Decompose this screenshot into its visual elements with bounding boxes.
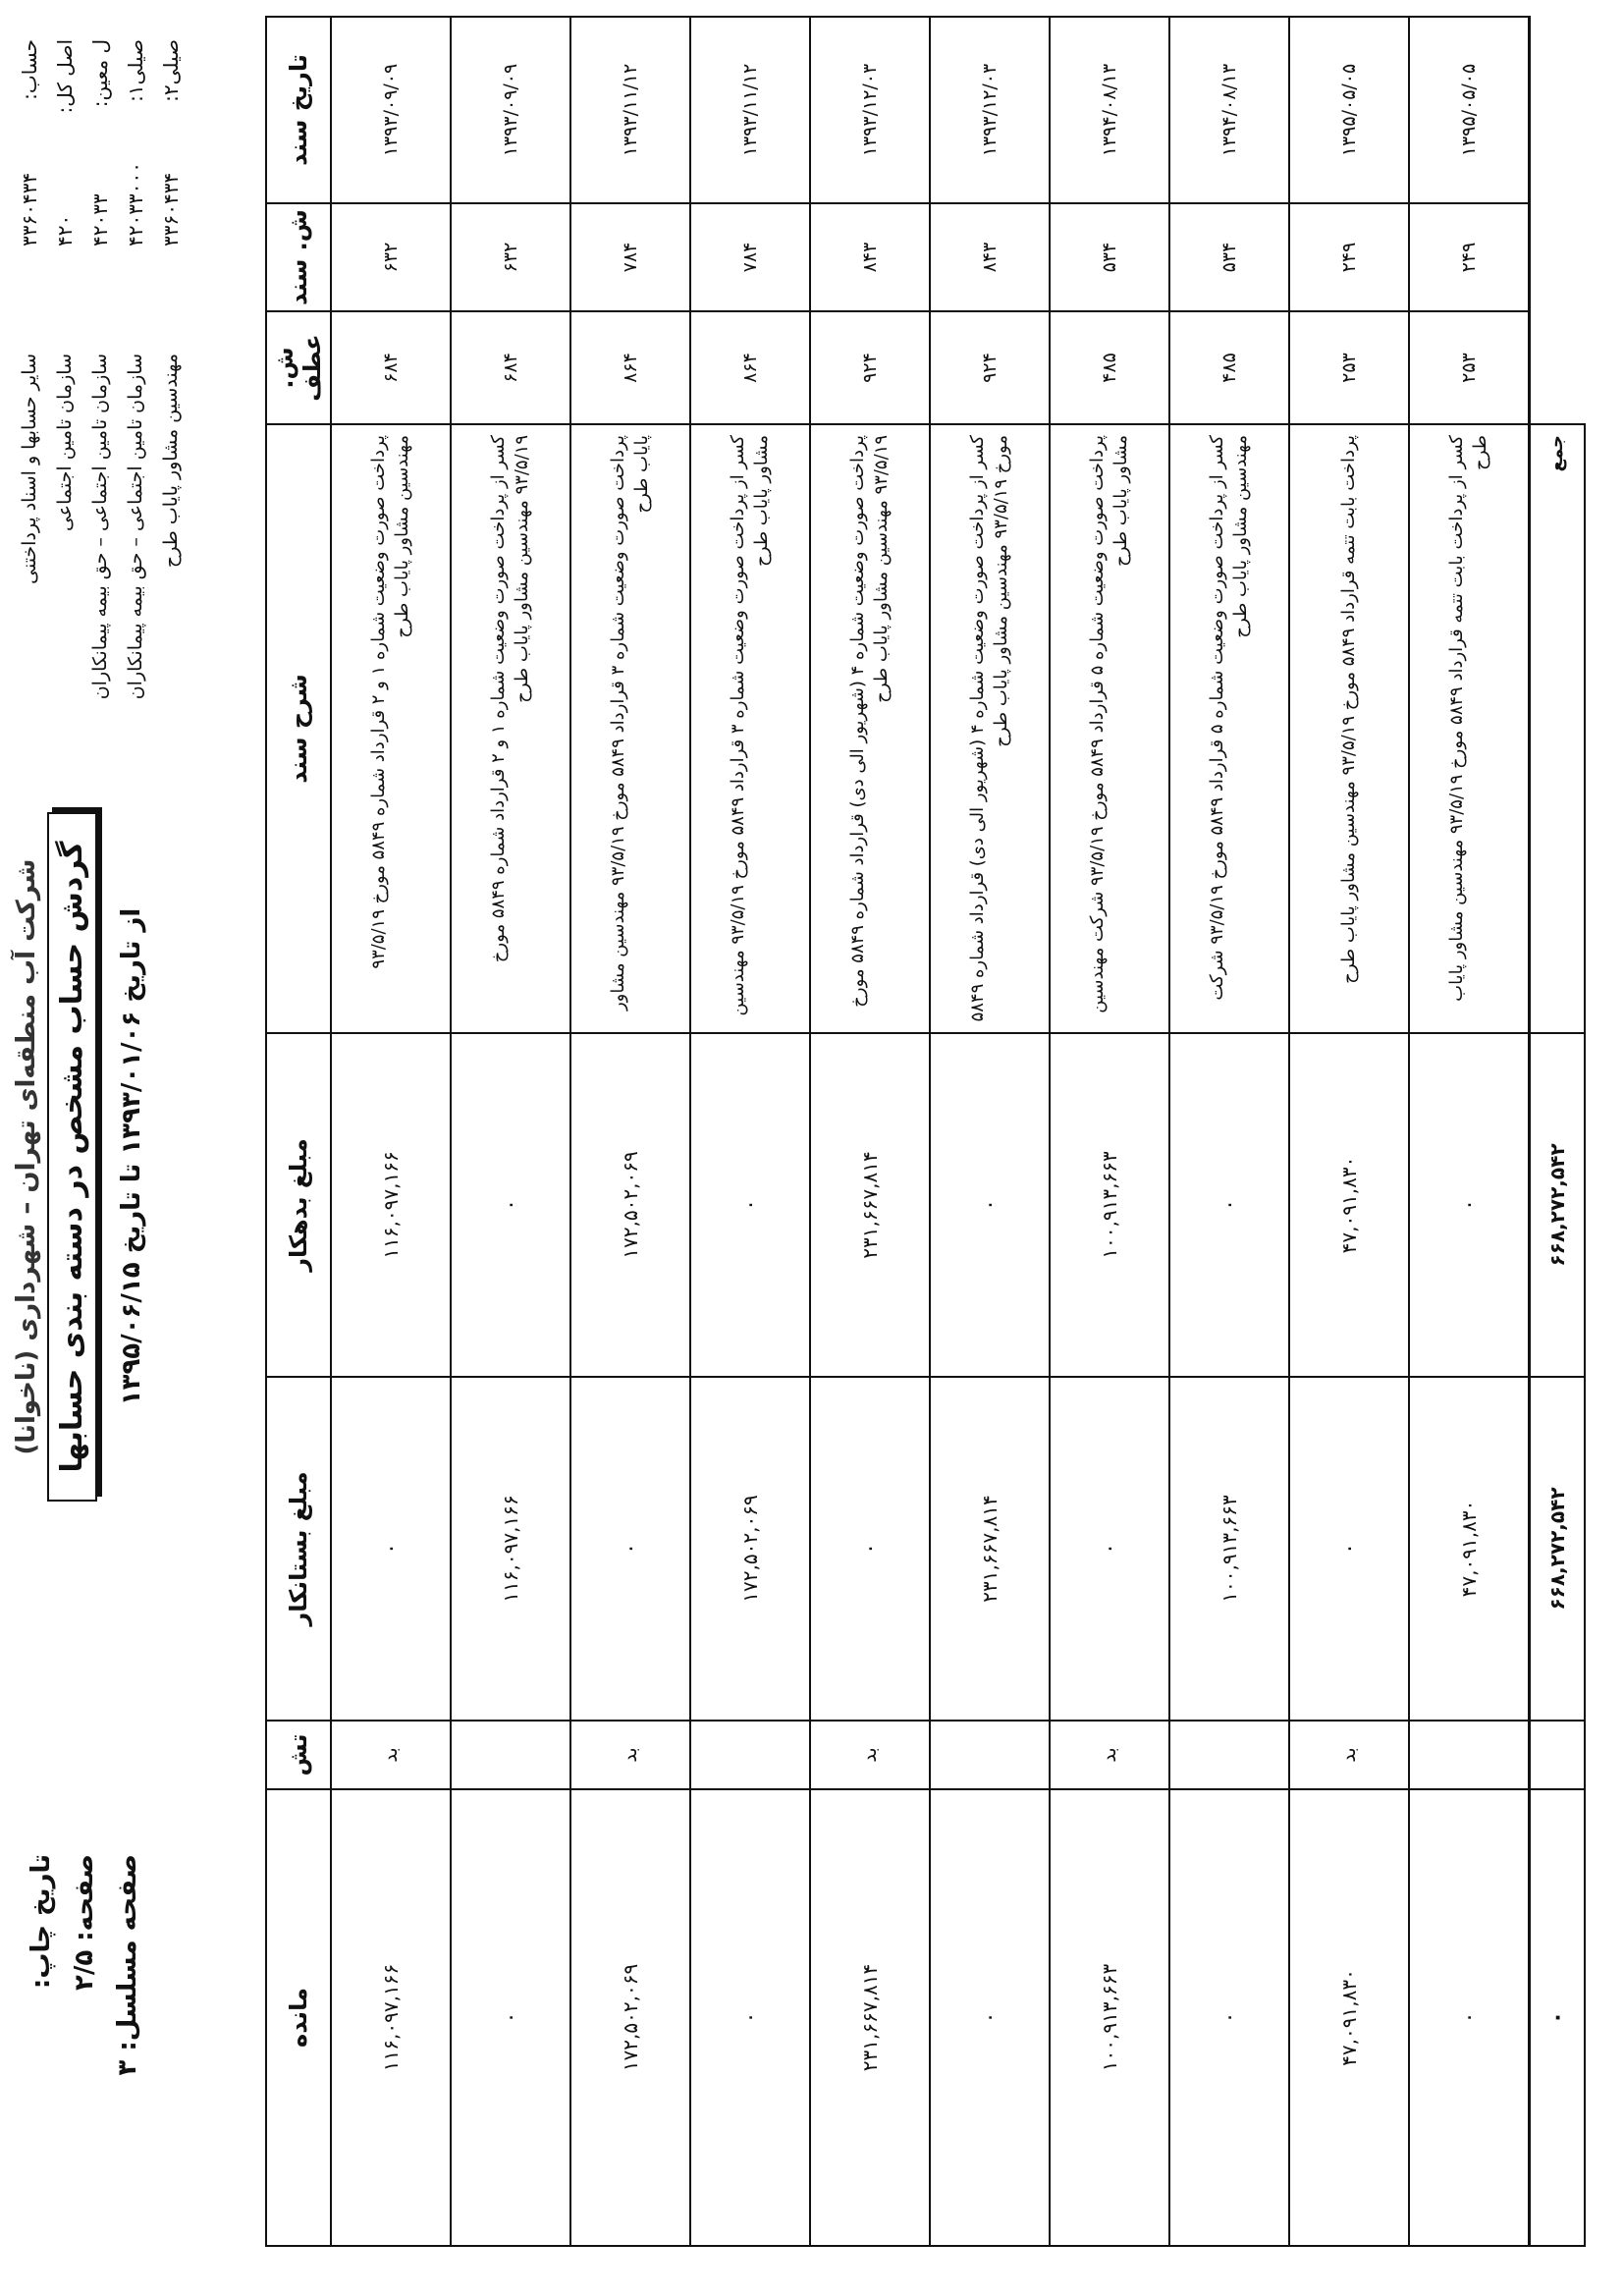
cell-debit: ۰	[690, 1033, 810, 1377]
cell-description: پرداخت صورت وضعیت شماره ۳ قرارداد ۵۸۴۹ مورخ ۹۳/۵/۱۹ مهندسین مشاور پایاب طرح	[570, 424, 690, 1033]
cell-description: پرداخت بابت تتمه قرارداد ۵۸۴۹ مورخ ۹۳/۵/۱۹ مهندسین مشاور پایاب طرح	[1289, 424, 1409, 1033]
account-code: ۴۲۰۳۳۰۰۰	[124, 162, 147, 246]
date-range: از تاریخ ۱۳۹۳/۰۱/۰۶ تا تاریخ ۱۳۹۵/۰۶/۱۵	[117, 907, 146, 1406]
cell-balance: ۰	[451, 1789, 570, 2246]
cell-date: ۱۳۹۳/۰۹/۰۹	[451, 17, 570, 203]
cell-credit: ۰	[1050, 1377, 1169, 1721]
cell-doc-no: ۶۳۲	[331, 203, 451, 311]
serial-label: صفحه مسلسل:	[113, 1854, 142, 2051]
account-labels	[12, 39, 189, 113]
totals-type	[1530, 1721, 1586, 1789]
cell-balance: ۴۷,۰۹۱,۸۳۰	[1289, 1789, 1409, 2246]
cell-type: بد	[331, 1721, 451, 1789]
cell-balance: ۰	[690, 1789, 810, 2246]
cell-date: ۱۳۹۵/۰۵/۰۵	[1289, 17, 1409, 203]
page-value: ۲/۵	[70, 1949, 99, 1992]
account-code: ۳۳۶۰۴۳۴	[18, 172, 41, 246]
account-label: صیلی۱:	[124, 39, 147, 102]
cell-doc-no: ۷۸۴	[690, 203, 810, 311]
cell-doc-no: ۸۴۳	[810, 203, 930, 311]
table-body	[331, 17, 1530, 2246]
cell-description: پرداخت صورت وضعیت شماره ۴ (شهریور الی دی) قرارداد شماره ۵۸۴۹ مورخ ۹۳/۵/۱۹ مهندسین مشاور پایاب طرح	[810, 424, 930, 1033]
cell-doc-no: ۶۳۲	[451, 203, 570, 311]
cell-debit: ۰	[1409, 1033, 1530, 1377]
col-header-doc-no: ش. سند	[266, 203, 331, 311]
totals-spacer	[1530, 311, 1586, 424]
col-header-debit: مبلغ بدهکار	[266, 1033, 331, 1377]
serial-value: ۳	[113, 2059, 142, 2076]
cell-debit: ۰	[451, 1033, 570, 1377]
totals-spacer	[1530, 203, 1586, 311]
cell-ref-no: ۲۵۳	[1289, 311, 1409, 424]
cell-description: کسر از پرداخت صورت وضعیت شماره ۳ قرارداد ۵۸۴۹ مورخ ۹۳/۵/۱۹ مهندسین مشاور پایاب طرح	[690, 424, 810, 1033]
cell-debit: ۱۰۰,۹۱۳,۶۶۳	[1050, 1033, 1169, 1377]
organization-name: شرکت آب منطقه‌ای تهران – شهرداری (ناخوانا)	[12, 858, 41, 1455]
account-name: مهندسین مشاور پایاب طرح	[160, 354, 182, 569]
cell-debit: ۱۱۶,۰۹۷,۱۶۶	[331, 1033, 451, 1377]
cell-ref-no: ۶۸۴	[331, 311, 451, 424]
cell-debit: ۰	[1169, 1033, 1289, 1377]
totals-label: جمع	[1530, 424, 1586, 1033]
page-info	[20, 1854, 149, 2267]
cell-ref-no: ۸۶۴	[570, 311, 690, 424]
cell-credit: ۰	[810, 1377, 930, 1721]
cell-ref-no: ۲۵۳	[1409, 311, 1530, 424]
table-row	[451, 17, 570, 2246]
col-header-balance: مانده	[266, 1789, 331, 2246]
cell-credit: ۰	[331, 1377, 451, 1721]
cell-doc-no: ۷۸۴	[570, 203, 690, 311]
account-label: صیلی۲:	[159, 39, 183, 102]
cell-balance: ۰	[1169, 1789, 1289, 2246]
cell-credit: ۱۱۶,۰۹۷,۱۶۶	[451, 1377, 570, 1721]
table-row	[570, 17, 690, 2246]
cell-type	[690, 1721, 810, 1789]
account-name: سایر حسابها و اسناد پرداختنی	[19, 354, 40, 584]
col-header-description: شرح سند	[266, 424, 331, 1033]
cell-description: پرداخت صورت وضعیت شماره ۵ قرارداد ۵۸۴۹ مورخ ۹۳/۵/۱۹ شرکت مهندسین مشاور پایاب طرح	[1050, 424, 1169, 1033]
table-row	[1050, 17, 1169, 2246]
cell-ref-no: ۶۸۴	[451, 311, 570, 424]
cell-date: ۱۳۹۳/۰۹/۰۹	[331, 17, 451, 203]
account-codes	[12, 162, 189, 246]
account-label: ل معین:	[88, 39, 112, 108]
table-row	[1169, 17, 1289, 2246]
cell-doc-no: ۸۴۳	[930, 203, 1050, 311]
table-row	[930, 17, 1050, 2246]
totals-spacer	[1530, 17, 1586, 203]
account-label: اصل کل:	[53, 39, 77, 114]
cell-description: پرداخت صورت وضعیت شماره ۱ و ۲ قرارداد شماره ۵۸۴۹ مورخ ۹۳/۵/۱۹ مهندسین مشاور پایاب طرح	[331, 424, 451, 1033]
ledger-table	[265, 16, 1586, 2247]
cell-credit: ۰	[570, 1377, 690, 1721]
table-header-row	[266, 17, 331, 2246]
cell-type: بد	[810, 1721, 930, 1789]
cell-credit: ۱۷۲,۵۰۲,۰۶۹	[690, 1377, 810, 1721]
account-name: سازمان تامین اجتماعی – حق بیمه پیمانکاران	[125, 354, 146, 700]
cell-credit: ۱۰۰,۹۱۳,۶۶۳	[1169, 1377, 1289, 1721]
report-title: گردش حساب مشخص در دسته بندی حسابها	[47, 812, 97, 1503]
col-header-credit: مبلغ بستانکار	[266, 1377, 331, 1721]
cell-balance: ۰	[930, 1789, 1050, 2246]
cell-ref-no: ۴۸۵	[1050, 311, 1169, 424]
account-code: ۴۲۰۳۳	[88, 193, 112, 246]
cell-date: ۱۳۹۴/۰۸/۱۳	[1050, 17, 1169, 203]
account-code: ۴۲۰	[53, 214, 77, 246]
table-row	[331, 17, 451, 2246]
table-row	[1409, 17, 1530, 2246]
cell-date: ۱۳۹۴/۰۸/۱۳	[1169, 17, 1289, 203]
cell-debit: ۰	[930, 1033, 1050, 1377]
cell-date: ۱۳۹۳/۱۲/۰۳	[930, 17, 1050, 203]
totals-balance: ۰	[1530, 1789, 1586, 2246]
cell-doc-no: ۲۴۹	[1409, 203, 1530, 311]
cell-debit: ۱۷۲,۵۰۲,۰۶۹	[570, 1033, 690, 1377]
col-header-date: تاریخ سند	[266, 17, 331, 203]
cell-type: بد	[1289, 1721, 1409, 1789]
cell-type	[1409, 1721, 1530, 1789]
account-name: سازمان تامین اجتماعی – حق بیمه پیمانکاران	[89, 354, 111, 700]
table-row	[1289, 17, 1409, 2246]
cell-doc-no: ۲۴۹	[1289, 203, 1409, 311]
totals-row	[1530, 17, 1586, 2246]
cell-credit: ۲۳۱,۶۶۷,۸۱۴	[930, 1377, 1050, 1721]
cell-debit: ۲۳۱,۶۶۷,۸۱۴	[810, 1033, 930, 1377]
account-code: ۳۳۶۰۴۳۴	[159, 172, 183, 246]
page-number-line	[63, 1854, 106, 2267]
cell-type	[451, 1721, 570, 1789]
serial-line	[106, 1854, 149, 2267]
account-names	[12, 354, 189, 699]
cell-description: کسر از پرداخت صورت وضعیت شماره ۴ (شهریور الی دی) قرارداد شماره ۵۸۴۹ مورخ ۹۳/۵/۱۹ مهندسین مشاور پایاب طرح	[930, 424, 1050, 1033]
page-label: صفحه:	[70, 1854, 99, 1941]
cell-type	[1169, 1721, 1289, 1789]
cell-ref-no: ۹۲۴	[810, 311, 930, 424]
totals-debit: ۶۶۸,۲۷۲,۵۴۲	[1530, 1033, 1586, 1377]
cell-description: کسر از پرداخت صورت وضعیت شماره ۵ قرارداد ۵۸۴۹ مورخ ۹۳/۵/۱۹ شرکت مهندسین مشاور پایاب طرح	[1169, 424, 1289, 1033]
cell-description: کسر از پرداخت بابت تتمه قرارداد ۵۸۴۹ مورخ ۹۳/۵/۱۹ مهندسین مشاور پایاب طرح	[1409, 424, 1530, 1033]
cell-credit: ۰	[1289, 1377, 1409, 1721]
cell-ref-no: ۸۶۴	[690, 311, 810, 424]
col-header-type: تش	[266, 1721, 331, 1789]
col-header-ref-no: ش. عطف	[266, 311, 331, 424]
cell-doc-no: ۵۳۴	[1169, 203, 1289, 311]
report-header	[12, 764, 146, 1550]
account-label: حساب:	[18, 39, 41, 100]
cell-credit: ۴۷,۰۹۱,۸۳۰	[1409, 1377, 1530, 1721]
cell-balance: ۱۰۰,۹۱۳,۶۶۳	[1050, 1789, 1169, 2246]
cell-date: ۱۳۹۳/۱۲/۰۳	[810, 17, 930, 203]
print-date-label: تاریخ چاپ:	[27, 1854, 56, 1990]
cell-balance: ۱۷۲,۵۰۲,۰۶۹	[570, 1789, 690, 2246]
cell-ref-no: ۹۲۴	[930, 311, 1050, 424]
cell-date: ۱۳۹۵/۰۵/۰۵	[1409, 17, 1530, 203]
totals-credit: ۶۶۸,۲۷۲,۵۴۲	[1530, 1377, 1586, 1721]
cell-type: بد	[1050, 1721, 1169, 1789]
cell-balance: ۱۱۶,۰۹۷,۱۶۶	[331, 1789, 451, 2246]
account-name: سازمان تامین اجتماعی	[54, 354, 76, 532]
cell-description: کسر از پرداخت صورت وضعیت شماره ۱ و ۲ قرارداد شماره ۵۸۴۹ مورخ ۹۳/۵/۱۹ مهندسین مشاور پایاب طرح	[451, 424, 570, 1033]
table-row	[810, 17, 930, 2246]
cell-ref-no: ۴۸۵	[1169, 311, 1289, 424]
cell-date: ۱۳۹۳/۱۱/۱۲	[690, 17, 810, 203]
print-date-line	[20, 1854, 63, 2267]
cell-date: ۱۳۹۳/۱۱/۱۲	[570, 17, 690, 203]
cell-debit: ۴۷,۰۹۱,۸۳۰	[1289, 1033, 1409, 1377]
cell-balance: ۲۳۱,۶۶۷,۸۱۴	[810, 1789, 930, 2246]
cell-type	[930, 1721, 1050, 1789]
cell-balance: ۰	[1409, 1789, 1530, 2246]
cell-type: بد	[570, 1721, 690, 1789]
table-row	[690, 17, 810, 2246]
cell-doc-no: ۵۳۴	[1050, 203, 1169, 311]
